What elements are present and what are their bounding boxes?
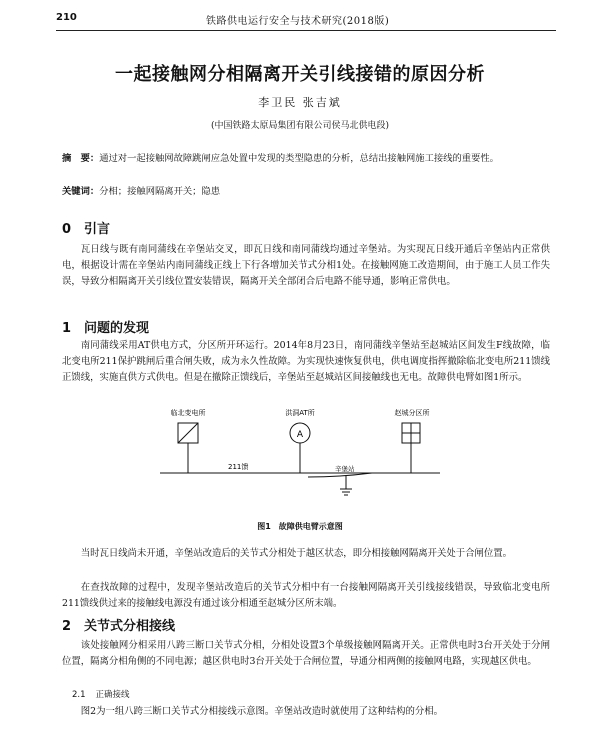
section-1-paragraph-3: 在查找故障的过程中，发现辛堡站改造后的关节式分相中有一台接触网隔离开关引线接线错误，导致临北变电所211馈线供过来的接触线电源没有通过该分相通至赵城分区所末端。: [62, 582, 550, 609]
subsection-2-1-number: 2.1: [72, 690, 86, 700]
section-2-paragraph-1: 该处接触网分相采用八跨三断口关节式分相，分相处设置3个单级接触网隔离开关。正常供电时3台开关处于分闸位置，隔离分相角侧的不同电源；越区供电时3台开关处于合闸位置，导通分相两侧的接触网电路，实现越区供电。: [62, 640, 550, 667]
page-number: 210: [56, 12, 77, 23]
section-2-title: 关节式分相接线: [84, 619, 176, 634]
at-symbol-letter: A: [296, 430, 304, 440]
section-post-symbol: [402, 423, 420, 443]
paper-title: 一起接触网分相隔离开关引线接错的原因分析: [115, 64, 485, 85]
subsection-2-1-title: 正确接线: [95, 690, 130, 700]
paper-affiliation: (中国铁路太原局集团有限公司侯马北供电段): [210, 121, 390, 131]
paper-authors: 李卫民 张吉斌: [258, 96, 342, 109]
fig1-label-station: 辛堡站: [335, 465, 355, 473]
fig1-label-substation: 临北变电所: [170, 409, 206, 417]
subsection-2-1-heading: [72, 688, 130, 700]
keywords: [62, 183, 548, 197]
fig1-label-feeder: 211馈: [228, 463, 249, 471]
section-2-heading: [62, 615, 175, 634]
running-title: 铁路供电运行安全与技术研究(2018版): [206, 16, 390, 27]
section-0-paragraph: 瓦日线与既有南同蒲线在辛堡站交叉，即瓦日线和南同蒲线均通过辛堡站。为实现瓦日线开通后辛堡站内正常供电，根据设计需在辛堡站内南同蒲线正线上下行各增加关节式分相1处。在接触网施工改造期间，由于施工人员工作失误，导致分相隔离开关引线位置安装错误，隔离开关全部闭合后电路不能导通，影响正常供电。: [62, 244, 550, 287]
section-1-paragraph-1: 南同蒲线采用AT供电方式，分区所开环运行。2014年8月23日，南同蒲线辛堡站至赵城站区间发生F线故障，临北变电所211保护跳闸后重合闸失败，成为永久性故障。为实现快速恢复供电，供电调度指挥撤除临北变电所211馈线正馈线，实施直供方式供电。但是在撤除正馈线后，辛堡站至赵城站区间接触线也无电。故障供电臂如图1所示。: [62, 340, 550, 383]
section-1-heading: [62, 317, 149, 336]
section-0-title: 引言: [84, 222, 111, 237]
section-1-title: 问题的发现: [84, 321, 150, 336]
figure-1-diagram: [150, 405, 450, 520]
abstract-label: 摘 要：: [62, 153, 100, 164]
section-1-paragraph-2: 当时瓦日线尚未开通，辛堡站改造后的关节式分相处于越区状态，即分相接触网隔离开关处于合闸位置。: [80, 548, 513, 559]
section-1-number: 1: [62, 321, 72, 336]
fig1-label-at-post: 洪洞AT所: [285, 409, 315, 417]
running-header: [56, 12, 556, 31]
abstract-text: 通过对一起接触网故障跳闸应急处置中发现的类型隐患的分析，总结出接触网施工接线的重要性。: [99, 153, 499, 164]
section-2-number: 2: [62, 619, 72, 634]
keywords-label: 关键词：: [62, 186, 100, 197]
section-0-number: 0: [62, 222, 72, 237]
section-0-heading: [62, 218, 110, 237]
substation-symbol: [178, 423, 198, 443]
keywords-text: 分相；接触网隔离开关；隐患: [99, 186, 221, 197]
abstract: [62, 150, 548, 167]
section-2-paragraph-2: 图2为一组八跨三断口关节式分相接线示意图。辛堡站改造时就使用了这种结构的分相。: [80, 706, 444, 717]
fig1-label-section-post: 赵城分区所: [394, 409, 430, 417]
catenary-lines: [160, 443, 440, 495]
figure-1-caption: 图1 故障供电臂示意图: [257, 522, 343, 531]
